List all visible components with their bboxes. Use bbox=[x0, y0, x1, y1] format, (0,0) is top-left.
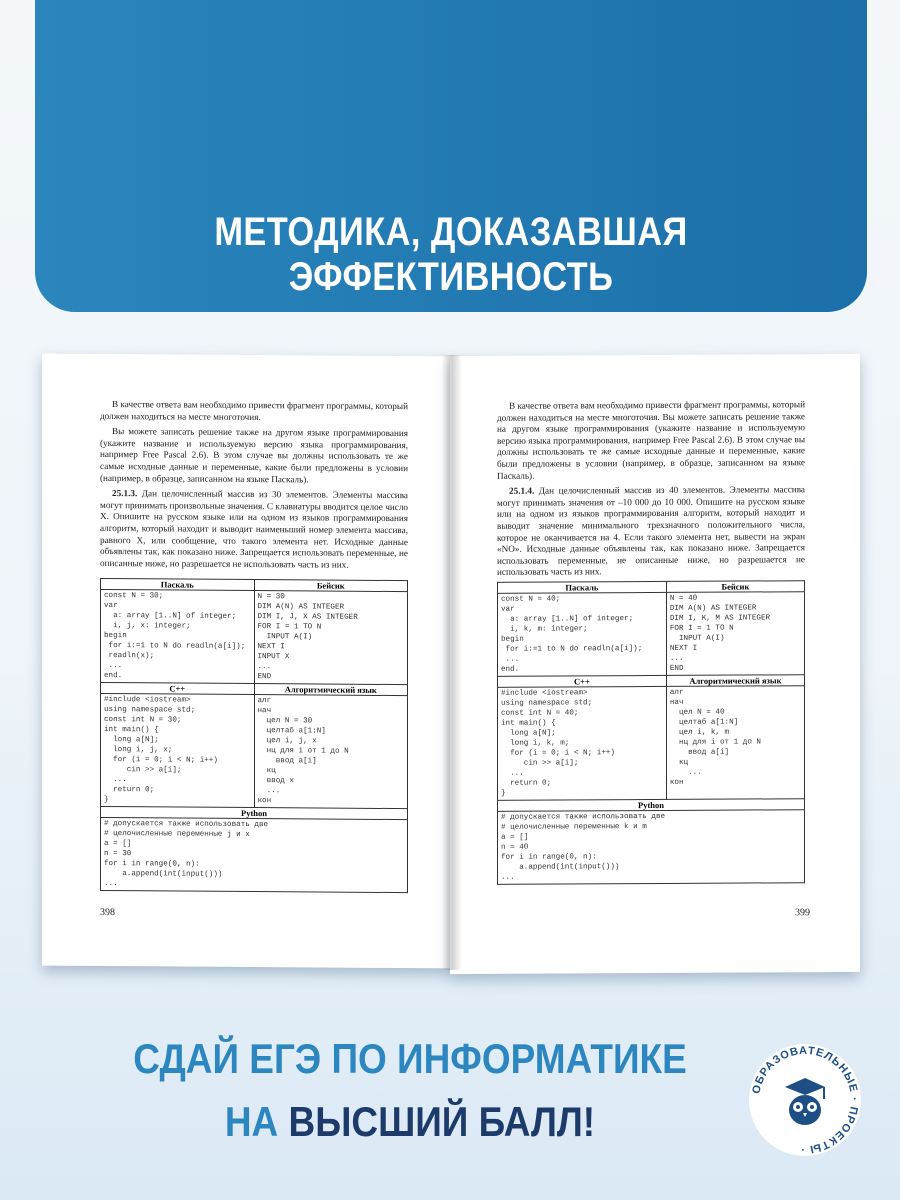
code-pascal: const N = 30; var a: array [1..N] of integer; i, j, x: integer; begin for i:=1 to N do readln(a[i]); readln(x); ... end. bbox=[104, 592, 246, 681]
top-banner bbox=[35, 0, 867, 312]
code-basic: N = 30 DIM A(N) AS INTEGER DIM I, J, X AS INTEGER FOR I = 1 TO N INPUT A(I) NEXT I INPUT X ... END bbox=[257, 593, 358, 682]
right-task-number: 25.1.4. bbox=[509, 485, 535, 496]
left-task bbox=[100, 488, 408, 571]
header-pascal: Паскаль bbox=[101, 578, 255, 590]
right-page-text bbox=[497, 399, 805, 583]
header-alg: Алгоритмический язык bbox=[254, 684, 408, 696]
left-page bbox=[42, 354, 452, 969]
header-python: Python bbox=[498, 799, 805, 812]
slogan-line-2 bbox=[49, 1098, 771, 1146]
left-task-number: 25.1.3. bbox=[112, 488, 138, 499]
banner-title: МЕТОДИКА, ДОКАЗАВШАЯ ЭФФЕКТИВНОСТЬ bbox=[214, 210, 688, 299]
code-cpp: #include <iostream> using namespace std; const int N = 40; int main() { long a[N]; long i, k, m; for (i = 0; i < N; i++) cin >> a[i]; ... return 0; } bbox=[501, 689, 615, 798]
left-code-table bbox=[100, 578, 408, 893]
header-basic: Бейсик bbox=[254, 580, 408, 592]
left-page-text bbox=[100, 399, 408, 575]
page-number-left: 398 bbox=[100, 906, 115, 919]
header-pascal: Паскаль bbox=[498, 581, 667, 593]
slogan-line-2-prefix: НА bbox=[224, 1098, 289, 1145]
book-spine bbox=[442, 355, 462, 970]
left-para-2: Вы можете записать решение также на другом языке программирования (укажите название и используемую версию языка программирования, например Free Pascal 2.6). В этом случае вы должны использовать те же самые исходные данные и переменные, какие были предложены в условии (например, в образце, записанном на языке Паскаль). bbox=[100, 426, 408, 484]
code-alg: алг нач цел N = 30 целтаб a[1:N] цел i, j, x нц для i от 1 до N ввод a[i] кц ввод x ... кон bbox=[257, 697, 349, 806]
header-python: Python bbox=[101, 806, 408, 819]
logo-text: ОБРАЗОВАТЕЛЬНЫЕ · ПРОЕКТЫ · bbox=[750, 1044, 861, 1156]
left-task-text: Дан целочисленный массив из 30 элементов. Элементы массива могут принимать произвольные значения. С клавиатуры вводится целое число X. Опишите на русском языке или на одном из языков программирования алгоритм, который находит и выводит наименьший номер элемента массива, равного X, или сообщение, что такого элемента нет. Исходные данные объявлены так, как показано ниже. Запрещается использовать переменные, не описанные ниже, но разрешается не использовать часть из них. bbox=[100, 488, 408, 570]
code-basic: N = 40 DIM A(N) AS INTEGER DIM I, K, M AS INTEGER FOR I = 1 TO N INPUT A(I) NEXT I ... END bbox=[669, 594, 771, 673]
header-cpp: C++ bbox=[101, 682, 255, 694]
slogan-line-2-emphasis: ВЫСШИЙ БАЛЛ! bbox=[288, 1098, 596, 1145]
right-task bbox=[497, 484, 805, 578]
right-code-table bbox=[497, 580, 805, 885]
code-alg: алг нач цел N = 40 целтаб a[1:N] цел i, k, m нц для i от 1 до N ввод a[i] кц ... кон bbox=[669, 688, 761, 787]
header-basic: Бейсик bbox=[666, 581, 804, 593]
code-python: # допускается также использовать две # целочисленные переменные k и m a = [] n = 40 for i in range(0, n): a.append(int(input())) ... bbox=[501, 812, 666, 882]
open-book bbox=[42, 355, 860, 980]
right-task-text: Дан целочисленный массив из 40 элементов. Элементы массива могут принимать значения от –10 000 до 10 000. Опишите на русском языке или на одном из языков программирования алгоритм, который находит и выводит значение минимального трехзначного положительного числа, которое не оканчивается на 4. Если такого элемента нет, вывести на экран «NO». Исходные данные объявлены так, как показано ниже. Запрещается использовать переменные, не описанные ниже, но разрешается не использовать часть из них. bbox=[497, 484, 805, 578]
publisher-logo bbox=[745, 1040, 865, 1160]
right-page bbox=[450, 354, 860, 974]
code-pascal: const N = 40; var a: array [1..N] of integer; i, k, m: integer; begin for i:=1 to N do readln(a[i]); ... end. bbox=[501, 595, 643, 674]
left-para-1: В качестве ответа вам необходимо привести фрагмент программы, который должен находиться на месте многоточия. bbox=[100, 399, 408, 422]
header-alg: Алгоритмический язык bbox=[666, 675, 804, 687]
right-para-1: В качестве ответа вам необходимо привести фрагмент программы, который должен находиться на месте многоточия. Вы можете записать решение также на другом языке программирования (укажите название и используемую версию языка программирования, например Free Pascal 2.6). В этом случае вы должны использовать те же самые исходные данные и переменные, какие были предложены в условии (например, в образце, записанном на языке Паскаль). bbox=[497, 399, 805, 481]
code-cpp: #include <iostream> using namespace std; const int N = 30; int main() { long a[N]; long i, j, x; for (i = 0; i < N; i++) cin >> a[i]; ... return 0; } bbox=[104, 696, 218, 805]
header-cpp: C++ bbox=[498, 675, 667, 687]
page-number-right: 399 bbox=[795, 907, 810, 919]
slogan-line-1: СДАЙ ЕГЭ ПО ИНФОРМАТИКЕ bbox=[133, 1035, 687, 1082]
code-python: # допускается также использовать две # целочисленные переменные j и x a = [] n = 30 for i in range(0, n): a.append(int(input())) ... bbox=[104, 820, 269, 889]
